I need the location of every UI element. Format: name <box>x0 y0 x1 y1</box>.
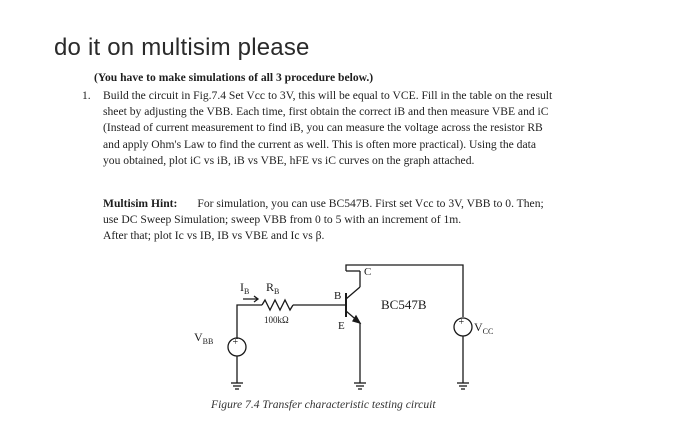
multisim-hint <box>103 196 633 245</box>
figure-caption: Figure 7.4 Transfer characteristic testing circuit <box>211 398 436 411</box>
base-wire <box>237 305 262 339</box>
base-label: B <box>334 290 342 302</box>
ground-icon-vcc <box>457 383 469 389</box>
page-heading: do it on multisim please <box>54 34 310 61</box>
hint-line-2: use DC Sweep Simulation; sweep VBB from 0 to 5 with an increment of 1m. <box>103 213 462 227</box>
rb-label: $R_B$ <box>266 280 280 296</box>
procedure-line-4: and apply Ohm's Law to find the current as well. This is often more practical). Using the data <box>103 137 536 151</box>
hint-line-1: For simulation, you can use BC547B. First set Vcc to 3V, VBB to 0. Then; <box>197 197 544 210</box>
procedure-line-1: Build the circuit in Fig.7.4 Set Vcc to 3V, this will be equal to VCE. Fill in the table on the result <box>103 89 553 102</box>
vbb-label: $V_{BB}$ <box>194 330 214 346</box>
procedure-text <box>103 88 627 169</box>
procedure-line-5: you obtained, plot iC vs iB, iB vs VBE, hFE vs iC curves on the graph attached. <box>103 153 475 167</box>
ib-arrow-icon <box>243 296 258 302</box>
transistor-label: BC547B <box>381 297 427 312</box>
hint-label: Multisim Hint: <box>103 197 178 210</box>
transistor-collector-lead <box>346 287 360 299</box>
procedure-number: 1. <box>82 89 91 102</box>
ground-icon-emitter <box>354 383 366 389</box>
resistor-rb-zigzag <box>262 300 293 310</box>
simulation-note: (You have to make simulations of all 3 procedure below.) <box>94 71 374 84</box>
transistor-circuit-schematic <box>170 255 500 397</box>
vbb-plus-sign: + <box>232 337 239 348</box>
vcc-plus-sign: + <box>458 317 465 328</box>
emitter-label: E <box>338 320 345 332</box>
procedure-line-2: sheet by adjusting the VBB. Each time, first obtain the correct iB and then measure VBE and iC <box>103 105 549 119</box>
collector-label: C <box>364 266 372 278</box>
ib-label: $I_B$ <box>240 280 250 296</box>
ground-icon-vbb <box>231 383 243 389</box>
hint-line-3: After that; plot Ic vs IB, IB vs VBE and Ic vs β. <box>103 229 325 243</box>
rb-value: 100kΩ <box>264 315 289 325</box>
procedure-line-3: (Instead of current measurement to find iB, you can measure the voltage across the resistor RB <box>103 121 543 135</box>
vcc-label: $V_{CC}$ <box>474 320 494 336</box>
